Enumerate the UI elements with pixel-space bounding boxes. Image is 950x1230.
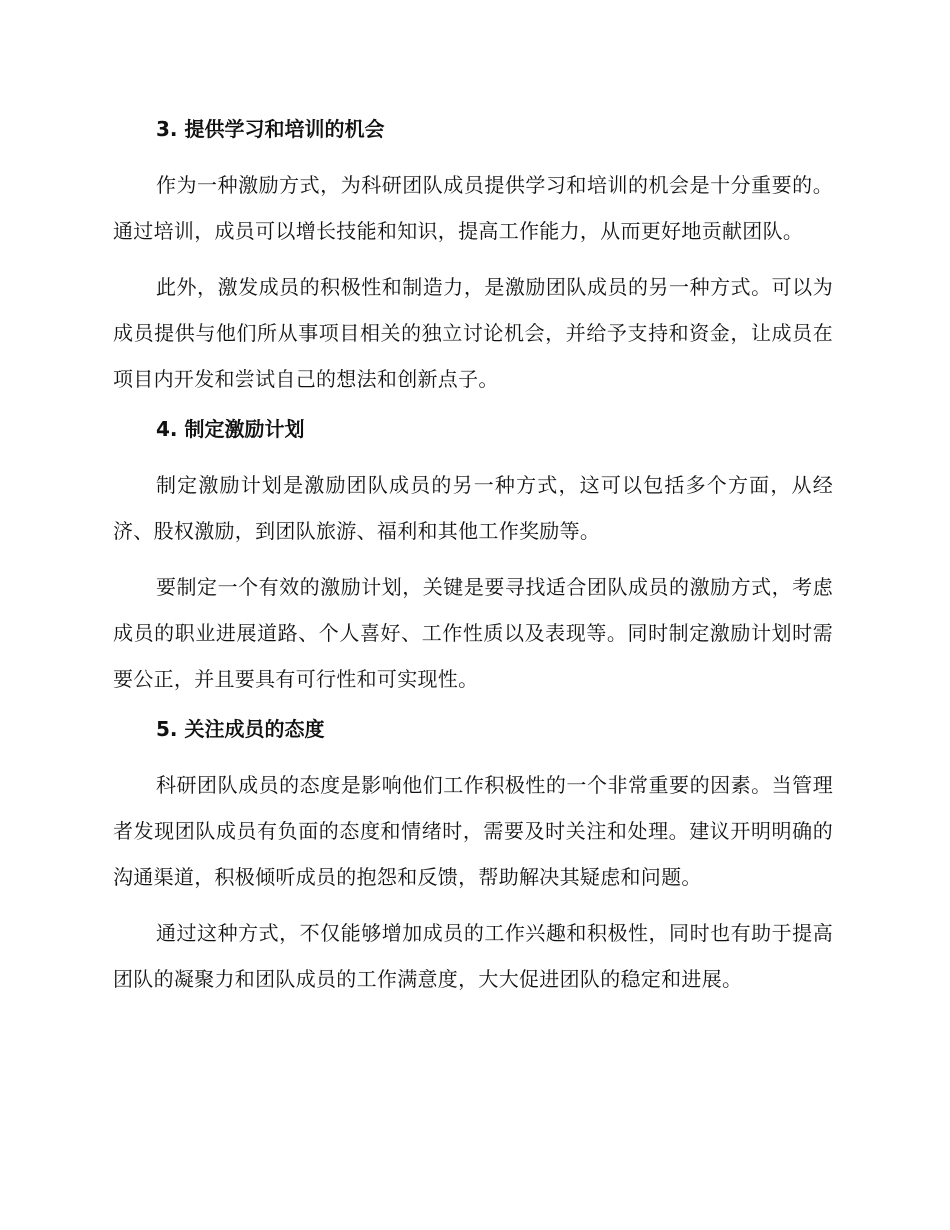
section-4-paragraph-2: 要制定一个有效的激励计划，关键是要寻找适合团队成员的激励方式，考虑成员的职业进展道路、个人喜好、工作性质以及表现等。同时制定激励计划时需要公正，并且要具有可行性和可实现性。 <box>113 575 833 691</box>
section-3-paragraph-2: 此外，激发成员的积极性和制造力，是激励团队成员的另一种方式。可以为成员提供与他们所从事项目相关的独立讨论机会，并给予支持和资金，让成员在项目内开发和尝试自己的想法和创新点子。 <box>113 275 833 391</box>
section-5-paragraph-2: 通过这种方式，不仅能够增加成员的工作兴趣和积极性，同时也有助于提高团队的凝聚力和团队成员的工作满意度，大大促进团队的稳定和进展。 <box>113 921 833 991</box>
document-body <box>113 112 833 1002</box>
section-heading-4: 4. 制定激励计划 <box>156 417 305 441</box>
section-5-paragraph-1: 科研团队成员的态度是影响他们工作积极性的一个非常重要的因素。当管理者发现团队成员有负面的态度和情绪时，需要及时关注和处理。建议开明明确的沟通渠道，积极倾听成员的抱怨和反馈，帮助解决其疑虑和问题。 <box>113 773 833 889</box>
section-heading-5: 5. 关注成员的态度 <box>156 717 325 741</box>
section-3-paragraph-1: 作为一种激励方式，为科研团队成员提供学习和培训的机会是十分重要的。通过培训，成员可以增长技能和知识，提高工作能力，从而更好地贡献团队。 <box>113 173 833 243</box>
section-4-paragraph-1: 制定激励计划是激励团队成员的另一种方式，这可以包括多个方面，从经济、股权激励，到团队旅游、福利和其他工作奖励等。 <box>113 473 833 543</box>
section-heading-3: 3. 提供学习和培训的机会 <box>156 117 385 141</box>
